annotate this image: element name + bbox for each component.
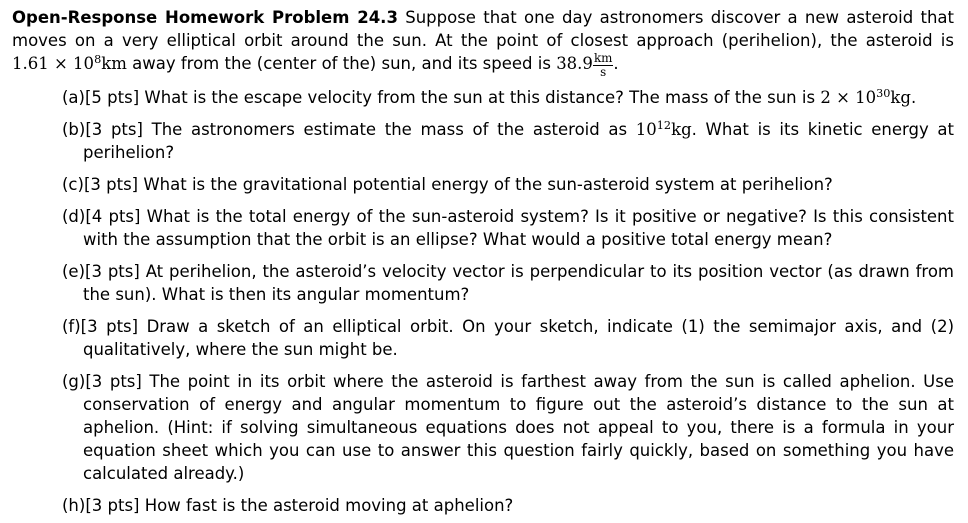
- part-c: [62, 173, 954, 196]
- part-f: [62, 315, 954, 361]
- intro-text: Suppose that one day astronomers discover a new asteroid that moves on a very elliptical orbit around the sun. At the point of closest approach (perihelion), the asteroid is: [12, 8, 955, 50]
- part-a: [62, 86, 954, 109]
- part-b-label: (b)[3 pts]: [62, 120, 143, 139]
- part-f-text: Draw a sketch of an elliptical orbit. On your sketch, indicate (1) the semimajor axis, and (2) qualitatively, where the sun might be.: [83, 317, 955, 359]
- speed-value: 38.9: [556, 54, 593, 73]
- part-d-label: (d)[4 pts]: [62, 207, 141, 226]
- part-d-text: What is the total energy of the sun-asteroid system? Is it positive or negative? Is this consistent with the assumption that the orbit is an ellipse? What would a positive total energy mean?: [83, 207, 954, 249]
- part-c-text: What is the gravitational potential energy of the sun-asteroid system at perihelion?: [143, 175, 833, 194]
- part-b: [62, 118, 954, 164]
- part-f-label: (f)[3 pts]: [62, 317, 139, 336]
- part-e-label: (e)[3 pts]: [62, 262, 140, 281]
- asteroid-mass-exponent: 12: [656, 118, 672, 132]
- part-h-text: How fast is the asteroid moving at aphelion?: [144, 496, 514, 515]
- part-e: [62, 260, 954, 306]
- sun-mass: [820, 88, 911, 107]
- intro-text-continued: away from the (center of the) sun, and its speed is: [132, 54, 551, 73]
- asteroid-mass: [636, 120, 692, 139]
- part-a-text-end: .: [910, 88, 917, 107]
- asteroid-mass-unit: kg: [671, 120, 692, 139]
- part-d: [62, 205, 954, 251]
- asteroid-mass-base: 10: [635, 120, 657, 139]
- part-a-label: (a)[5 pts]: [62, 88, 140, 107]
- part-a-text: What is the escape velocity from the sun at this distance? The mass of the sun is: [144, 88, 816, 107]
- speed-unit-numerator: km: [593, 51, 613, 66]
- sun-mass-base: 2 × 10: [820, 88, 877, 107]
- sun-mass-exponent: 30: [876, 86, 891, 100]
- part-h-label: (h)[3 pts]: [62, 496, 140, 515]
- perihelion-speed: [556, 51, 613, 79]
- speed-unit-fraction: [593, 52, 613, 78]
- part-b-text: The astronomers estimate the mass of the asteroid as: [151, 120, 628, 139]
- distance-exponent: 8: [94, 52, 102, 66]
- part-b-text-end: . What is its kinetic energy at perihelion?: [83, 120, 954, 162]
- problem-parts-list: [12, 86, 954, 517]
- distance-unit: km: [101, 54, 127, 73]
- part-e-text: At perihelion, the asteroid’s velocity vector is perpendicular to its position vector (as drawn from the sun). What is then its angular momentum?: [83, 262, 954, 304]
- part-g-text: The point in its orbit where the asteroid is farthest away from the sun is called aphelion. Use conservation of energy and angular momentum to figure out the asteroid’s distance to the sun at aphelion. (Hint: if solving simultaneous equations does not appeal to you, there is a formula in your equation sheet which you can use to answer this question fairly quickly, based on something you have calculated already.): [83, 372, 954, 483]
- perihelion-distance: [12, 54, 127, 73]
- problem-title: Open-Response Homework Problem 24.3: [12, 8, 398, 27]
- problem-intro: [12, 6, 954, 78]
- intro-period: .: [613, 54, 619, 73]
- part-c-label: (c)[3 pts]: [62, 175, 139, 194]
- distance-mantissa: 1.61 × 10: [12, 54, 95, 73]
- speed-unit-denominator: s: [600, 64, 607, 79]
- sun-mass-unit: kg: [890, 88, 911, 107]
- part-g: [62, 370, 954, 485]
- part-h: [62, 494, 954, 517]
- part-g-label: (g)[3 pts]: [62, 372, 142, 391]
